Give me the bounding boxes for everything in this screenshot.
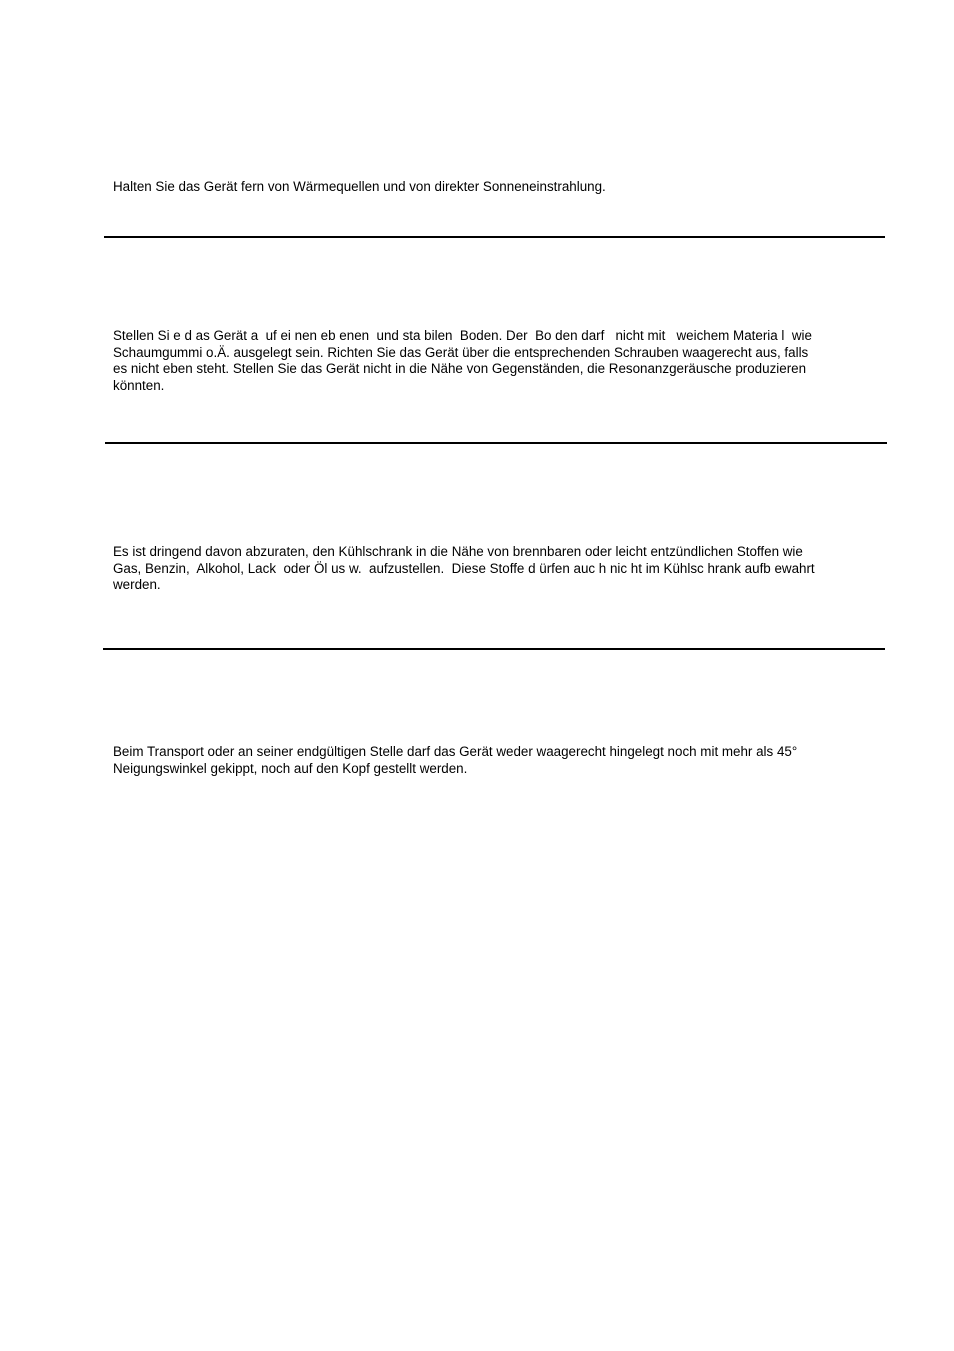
paragraph-line: könnten. (113, 377, 165, 393)
paragraph-line: Neigungswinkel gekippt, noch auf den Kopf gestellt werden. (113, 760, 468, 776)
paragraph-line: werden. (113, 577, 161, 593)
paragraph-flammable-substances (113, 544, 865, 594)
paragraph-line: Schaumgummi o.Ä. ausgelegt sein. Richten Sie das Gerät über die entsprechenden Schrauben waagerecht aus, falls (113, 344, 809, 360)
paragraph-heat-sources (113, 179, 865, 196)
paragraph-transport (113, 744, 865, 777)
section-divider (104, 236, 885, 238)
paragraph-line: Beim Transport oder an seiner endgültigen Stelle darf das Gerät weder waagerecht hingelegt noch mit mehr als 45° (113, 744, 798, 759)
paragraph-line: Gas, Benzin, Alkohol, Lack oder Öl us w. aufzustellen. Diese Stoffe d ürfen auc h nic ht im Kühlsc hrank aufb ewahrt (113, 560, 815, 576)
section-divider (105, 442, 887, 444)
paragraph-placement-floor (113, 328, 865, 394)
paragraph-line: Stellen Si e d as Gerät a uf ei nen eb enen und sta bilen Boden. Der Bo den darf nicht mit weichem Materia l wie (113, 328, 812, 343)
paragraph-line: Es ist dringend davon abzuraten, den Kühlschrank in die Nähe von brennbaren oder leicht entzündlichen Stoffen wie (113, 544, 803, 559)
paragraph-line: Halten Sie das Gerät fern von Wärmequellen und von direkter Sonneneinstrahlung. (113, 179, 606, 194)
section-divider (103, 648, 885, 650)
paragraph-line: es nicht eben steht. Stellen Sie das Gerät nicht in die Nähe von Gegenständen, die Resonanzgeräusche produzieren (113, 361, 807, 377)
